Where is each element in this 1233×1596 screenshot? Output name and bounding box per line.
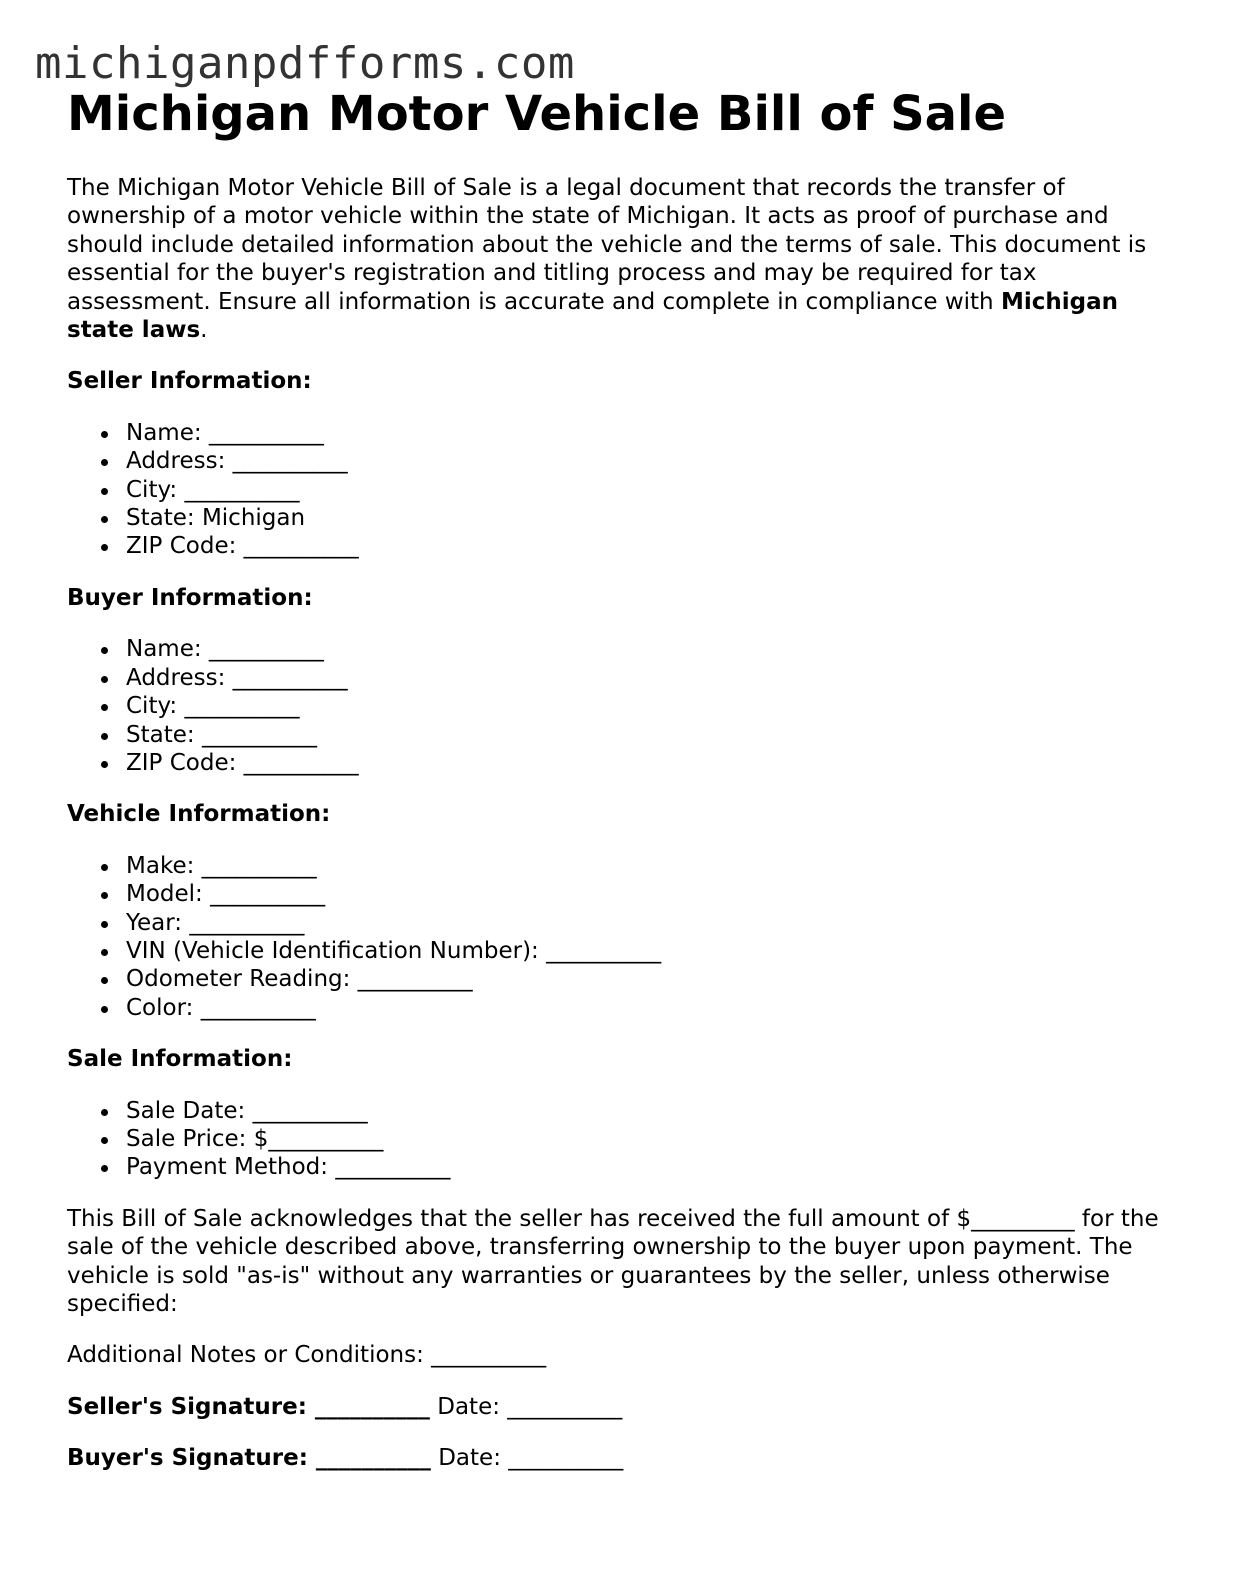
page-title: Michigan Motor Vehicle Bill of Sale: [67, 86, 1007, 142]
sale-heading: Sale Information:: [67, 1046, 293, 1073]
buyer-state-field: State: __________: [126, 721, 1177, 749]
vehicle-model-field: Model: __________: [126, 880, 1177, 908]
vehicle-color-field: Color: __________: [126, 994, 1177, 1022]
sale-price-field: Sale Price: $__________: [126, 1125, 1177, 1153]
document-body: [67, 84, 1177, 1473]
seller-zip-field: ZIP Code: __________: [126, 532, 1177, 560]
intro-bold-text: Michigan state laws: [67, 288, 1118, 344]
seller-name-field: Name: __________: [126, 419, 1177, 447]
vehicle-list: [67, 852, 1177, 1022]
intro-paragraph: [67, 174, 1177, 344]
vehicle-year-field: Year: __________: [126, 909, 1177, 937]
buyer-signature-date: Date: __________: [430, 1445, 624, 1472]
seller-state-field: State: Michigan: [126, 504, 1177, 532]
watermark: michiganpdfforms.com: [35, 38, 575, 89]
seller-signature-line: [67, 1393, 1177, 1421]
vehicle-vin-field: VIN (Vehicle Identification Number): __________: [126, 937, 1177, 965]
seller-heading: Seller Information:: [67, 368, 312, 395]
buyer-city-field: City: __________: [126, 692, 1177, 720]
acknowledgment-paragraph: This Bill of Sale acknowledges that the seller has received the full amount of $_________ for the sale of the vehicle described above, transferring ownership to the buyer upon payment. The vehicle is sold "as-is" without any warranties or guarantees by the seller, unless otherwise specified:: [67, 1205, 1159, 1317]
buyer-address-field: Address: __________: [126, 664, 1177, 692]
buyer-signature-line: [67, 1444, 1177, 1472]
seller-signature-date: Date: __________: [429, 1393, 623, 1420]
seller-list: [67, 419, 1177, 561]
seller-city-field: City: __________: [126, 476, 1177, 504]
vehicle-make-field: Make: __________: [126, 852, 1177, 880]
buyer-list: [67, 635, 1177, 777]
sale-date-field: Sale Date: __________: [126, 1097, 1177, 1125]
intro-end: .: [200, 317, 208, 344]
seller-signature-label: Seller's Signature: __________: [67, 1393, 430, 1420]
buyer-signature-label: Buyer's Signature: __________: [67, 1445, 431, 1472]
intro-text: The Michigan Motor Vehicle Bill of Sale is a legal document that records the transfer of ownership of a motor vehicle within the state of Michigan. It acts as proof of purchase and should include detailed information about the vehicle and the terms of sale. This document is essential for the buyer's registration and titling process and may be required for tax assessment. Ensure all information is accurate and complete in compliance with: [67, 175, 1147, 315]
sale-list: [67, 1097, 1177, 1182]
payment-method-field: Payment Method: __________: [126, 1153, 1177, 1181]
additional-notes-field: Additional Notes or Conditions: __________: [67, 1342, 547, 1369]
vehicle-odometer-field: Odometer Reading: __________: [126, 965, 1177, 993]
buyer-zip-field: ZIP Code: __________: [126, 749, 1177, 777]
seller-address-field: Address: __________: [126, 447, 1177, 475]
buyer-heading: Buyer Information:: [67, 584, 313, 611]
buyer-name-field: Name: __________: [126, 635, 1177, 663]
vehicle-heading: Vehicle Information:: [67, 801, 331, 828]
